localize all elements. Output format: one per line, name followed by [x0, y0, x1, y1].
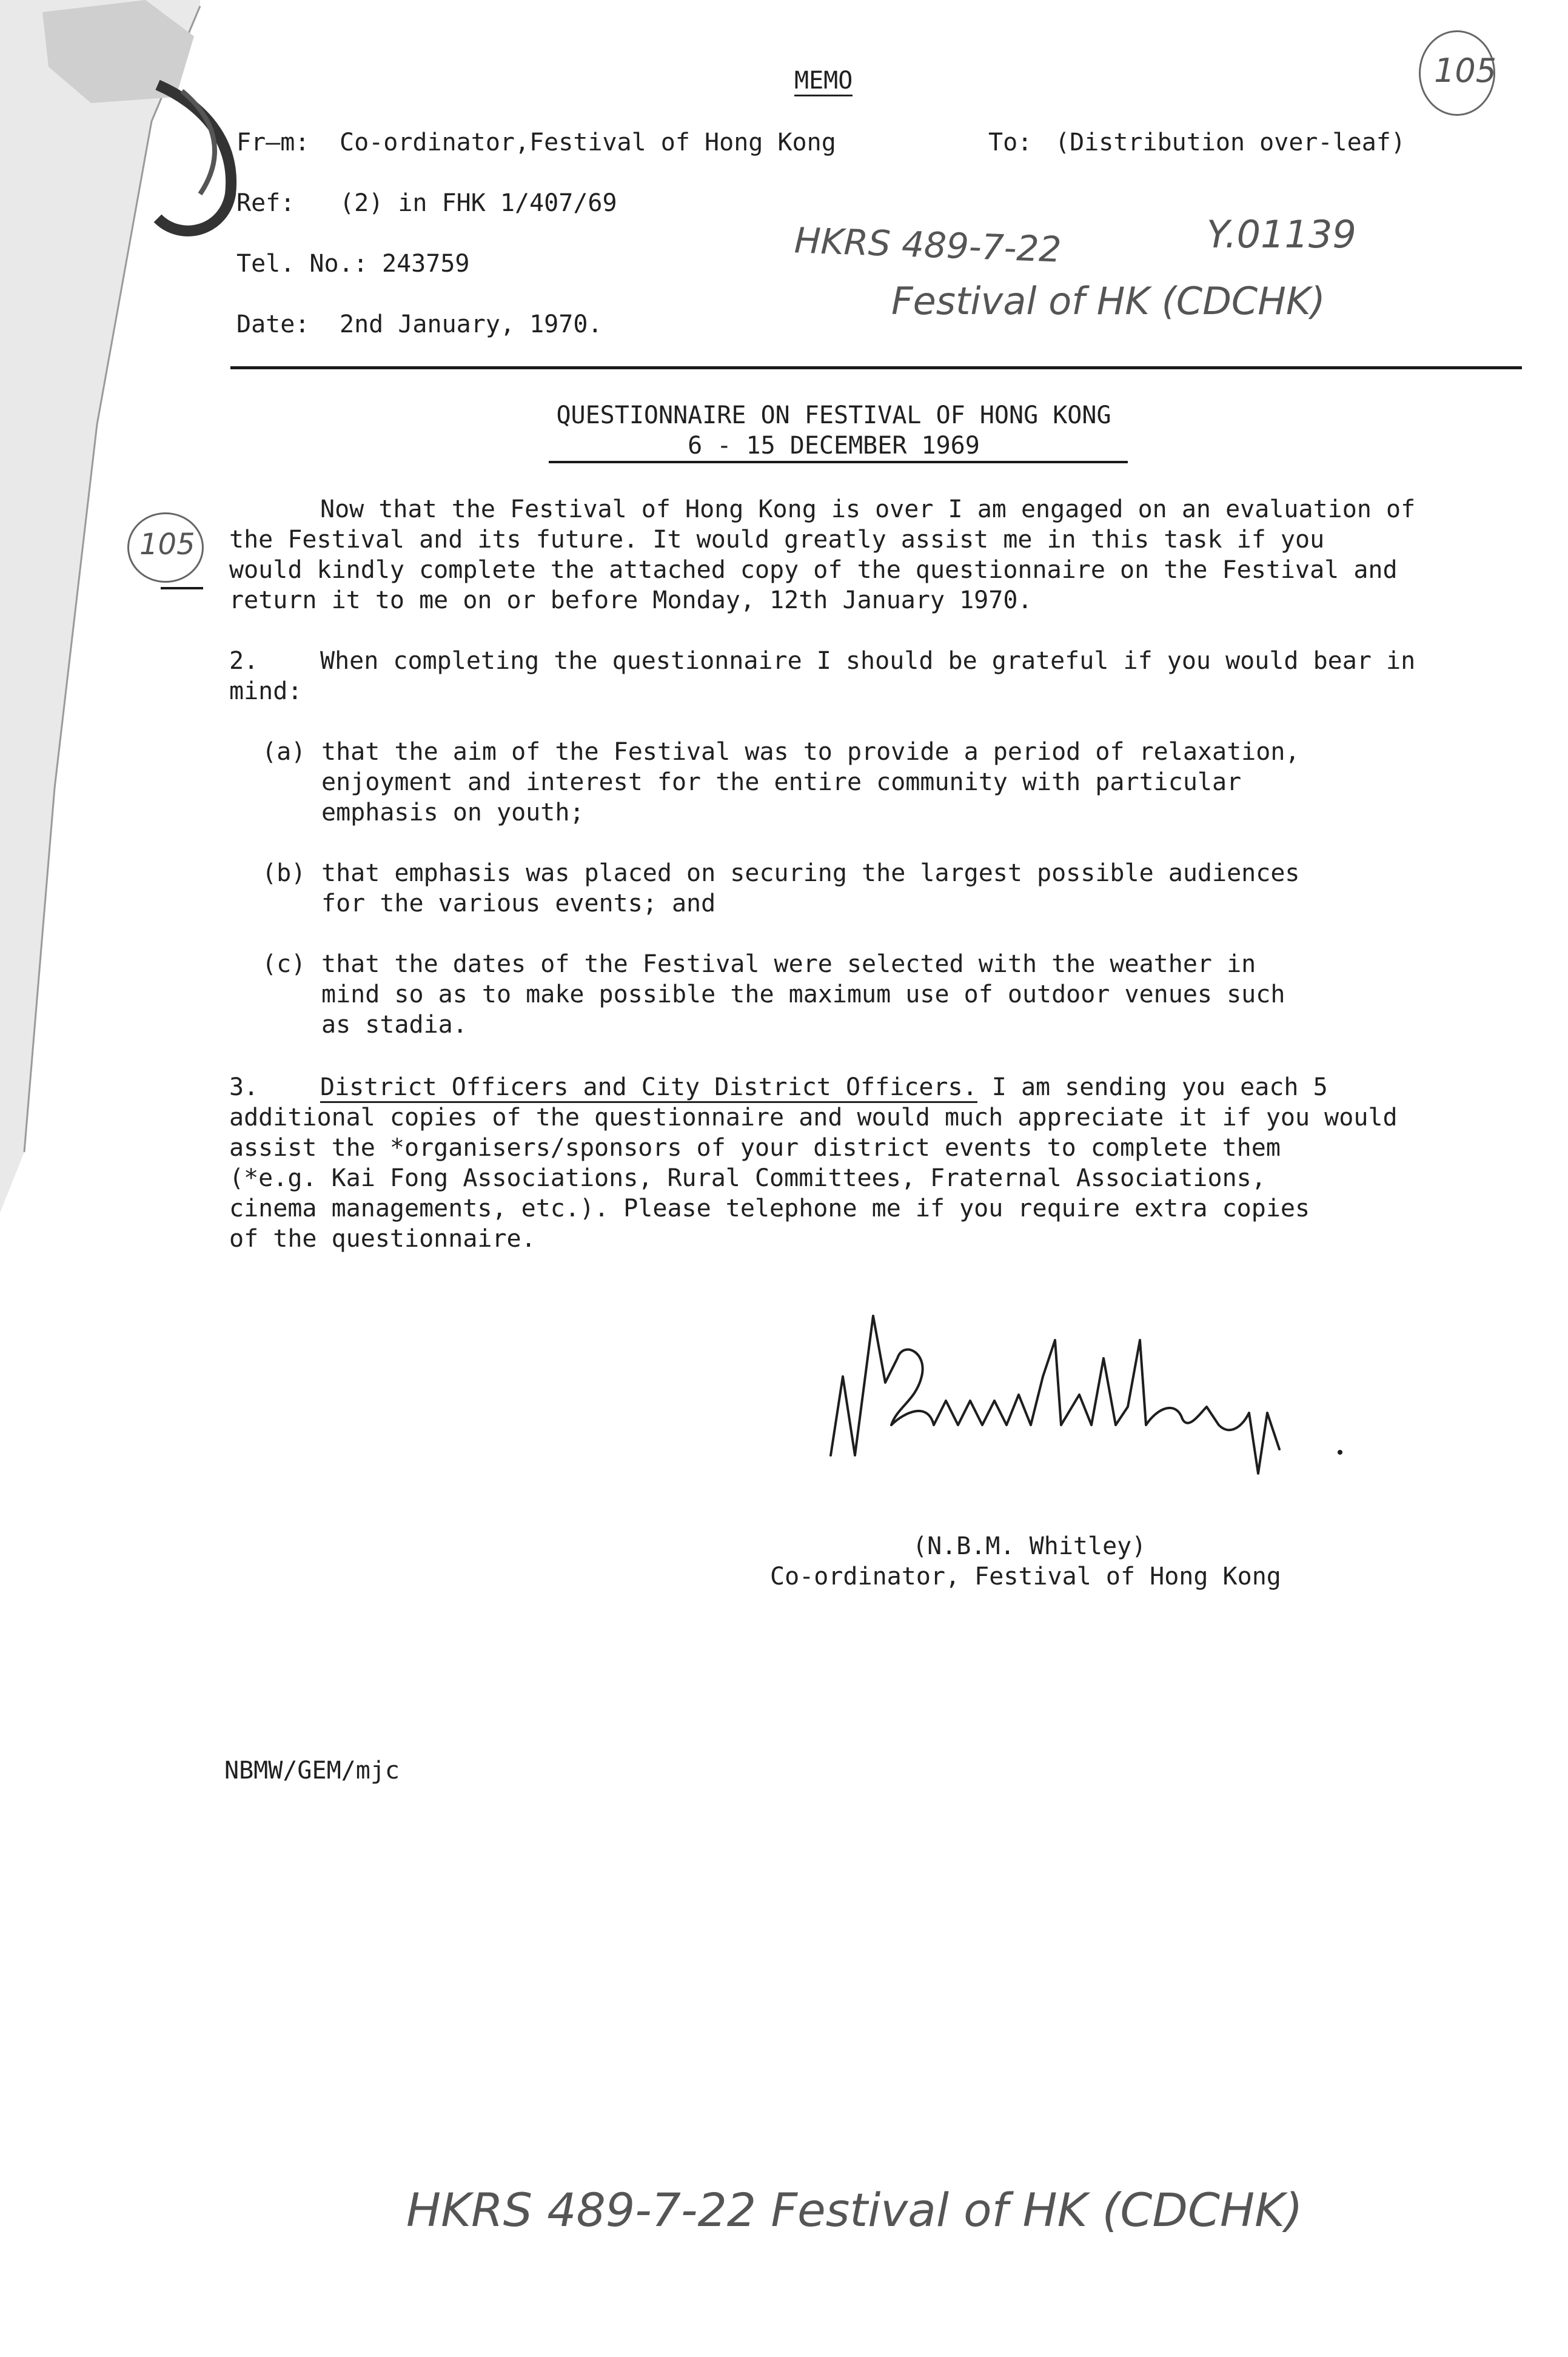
ref-value: (2) in FHK 1/407/69: [340, 189, 617, 217]
signature-mark: [806, 1304, 1389, 1486]
memo-heading: MEMO: [794, 65, 853, 96]
document-title: [546, 400, 1122, 461]
item-a-label: (a): [262, 738, 306, 766]
paragraph-2: [229, 646, 1415, 706]
archive-code: Y.01139: [1207, 212, 1356, 256]
item-b-label: (b): [262, 859, 306, 887]
para3-first-line: [320, 1072, 1328, 1102]
para1-line-1: Now that the Festival of Hong Kong is over I am engaged on an evaluation of: [320, 495, 1416, 523]
date-value: 2nd January, 1970.: [340, 310, 603, 338]
signatory-title: Co-ordinator, Festival of Hong Kong: [770, 1563, 1281, 1591]
tel-label: Tel. No.:: [236, 250, 368, 278]
para1-line-2: the Festival and its future. It would greatly assist me in this task if you: [229, 526, 1325, 554]
para2-line-1: When completing the questionnaire I should be grateful if you would bear in: [320, 647, 1416, 675]
to-label: To:: [988, 129, 1033, 156]
date-label: Date:: [236, 310, 310, 338]
item-a-line-2: enjoyment and interest for the entire community with particular: [321, 768, 1242, 796]
item-a-line-1: that the aim of the Festival was to provide a period of relaxation,: [321, 738, 1300, 766]
item-c-line-3: as stadia.: [321, 1011, 467, 1039]
header-divider: [230, 366, 1522, 369]
para3-line-2: additional copies of the questionnaire and would much appreciate it if you would: [229, 1104, 1398, 1132]
item-c-line-1: that the dates of the Festival were selected with the weather in: [321, 950, 1256, 978]
folio-number-top: 105: [1434, 52, 1497, 90]
torn-corner: [0, 0, 243, 1213]
ref-label: Ref:: [236, 189, 295, 217]
reference-initials: NBMW/GEM/mjc: [224, 1757, 400, 1785]
item-c-line-2: mind so as to make possible the maximum use of outdoor venues such: [321, 981, 1285, 1008]
paragraph-3: [229, 1102, 1398, 1254]
para3-number: 3.: [229, 1073, 259, 1101]
para3-heading: District Officers and City District Officers.: [320, 1073, 977, 1103]
to-value: (Distribution over-leaf): [1055, 129, 1406, 156]
tel-value: 243759: [382, 250, 470, 278]
folio-number-margin: 105: [139, 528, 195, 562]
para3-line-6: of the questionnaire.: [229, 1225, 536, 1253]
signatory-name: (N.B.M. Whitley): [913, 1532, 1147, 1560]
para3-first-line-rest: I am sending you each 5: [977, 1073, 1328, 1101]
item-a-text: [321, 737, 1300, 828]
item-c-label: (c): [262, 950, 306, 978]
para2-number: 2.: [229, 647, 259, 675]
para2-line-2: mind:: [229, 677, 303, 705]
item-b-text: [321, 858, 1300, 919]
para1-line-3: would kindly complete the attached copy of the questionnaire on the Festival and: [229, 556, 1398, 584]
item-c-text: [321, 949, 1285, 1040]
archive-reference: HKRS 489-7-22: [793, 220, 1062, 270]
title-line-1: QUESTIONNAIRE ON FESTIVAL OF HONG KONG: [556, 401, 1111, 429]
from-label: Fr—m:: [236, 129, 310, 156]
archive-title: Festival of HK (CDCHK): [891, 279, 1325, 323]
para3-line-3: assist the *organisers/sponsors of your district events to complete them: [229, 1134, 1281, 1162]
item-b-line-1: that emphasis was placed on securing the largest possible audiences: [321, 859, 1300, 887]
paragraph-1: [229, 494, 1415, 615]
title-underline: [549, 461, 1128, 463]
para3-line-4: (*e.g. Kai Fong Associations, Rural Committees, Fraternal Associations,: [229, 1164, 1266, 1192]
title-line-2: 6 - 15 DECEMBER 1969: [688, 432, 980, 460]
footer-archive-note: HKRS 489-7-22 Festival of HK (CDCHK): [406, 2183, 1303, 2237]
item-b-line-2: for the various events; and: [321, 890, 716, 917]
margin-mark: [161, 587, 203, 589]
para3-line-5: cinema managements, etc.). Please telephone me if you require extra copies: [229, 1195, 1310, 1222]
para1-line-4: return it to me on or before Monday, 12th January 1970.: [229, 586, 1033, 614]
item-a-line-3: emphasis on youth;: [321, 799, 585, 826]
from-value: Co-ordinator,Festival of Hong Kong: [340, 129, 836, 156]
